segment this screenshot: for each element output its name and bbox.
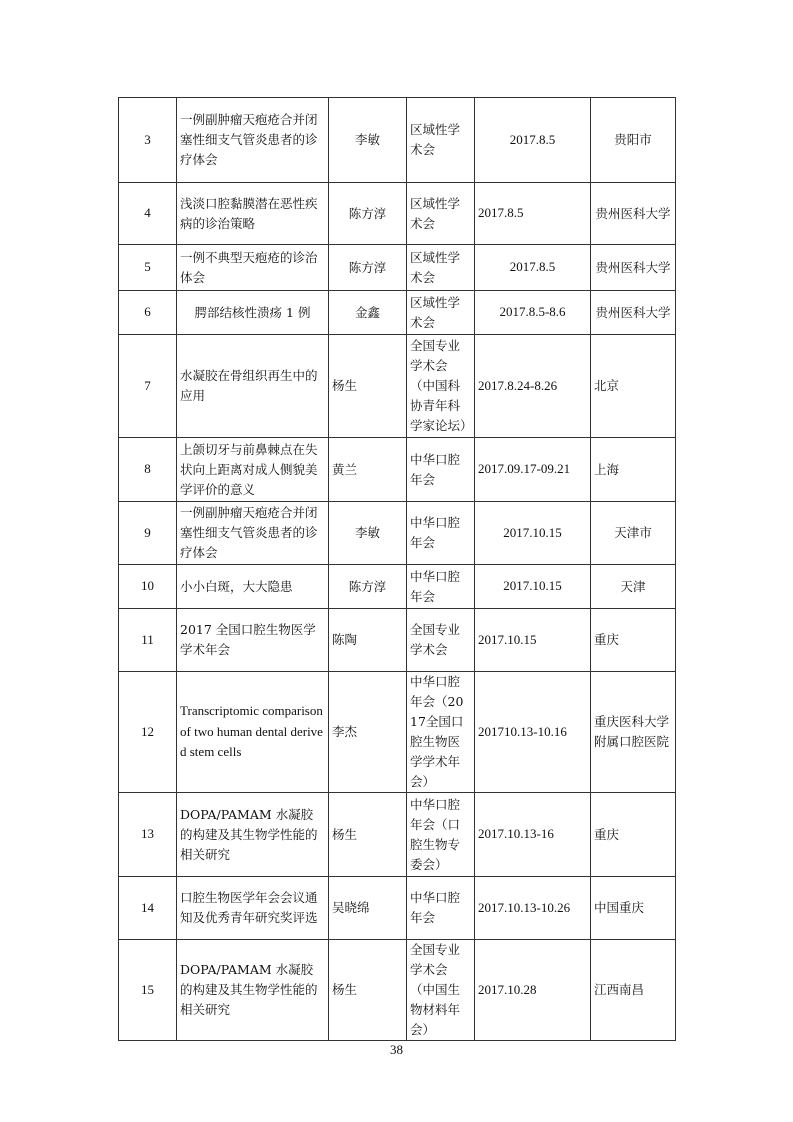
report-title: DOPA/PAMAM 水凝胶的构建及其生物学性能的相关研究: [177, 940, 329, 1041]
conference-place: 重庆医科大学附属口腔医院: [591, 672, 676, 793]
conference-type: 区域性学术会: [407, 245, 475, 291]
table-row: [119, 438, 676, 502]
table-row: [119, 793, 676, 877]
table-row: [119, 565, 676, 609]
row-number: 15: [119, 940, 177, 1041]
conference-place: 重庆: [591, 793, 676, 877]
reporter-name: 金鑫: [329, 291, 407, 335]
reporter-name: 陈陶: [329, 609, 407, 672]
conference-date: 2017.8.5: [475, 245, 591, 291]
conference-place: 中国重庆: [591, 877, 676, 940]
table-row: [119, 877, 676, 940]
row-number: 12: [119, 672, 177, 793]
row-number: 3: [119, 98, 177, 183]
conference-type: 区域性学术会: [407, 98, 475, 183]
conference-place: 江西南昌: [591, 940, 676, 1041]
row-number: 5: [119, 245, 177, 291]
report-title: 一例副肿瘤天疱疮合并闭塞性细支气管炎患者的诊疗体会: [177, 98, 329, 183]
table-row: [119, 183, 676, 245]
reporter-name: 陈方淳: [329, 245, 407, 291]
report-title: DOPA/PAMAM 水凝胶的构建及其生物学性能的相关研究: [177, 793, 329, 877]
conference-date: 2017.09.17-09.21: [475, 438, 591, 502]
conference-type: 中华口腔年会: [407, 502, 475, 565]
table-row: [119, 940, 676, 1041]
row-number: 11: [119, 609, 177, 672]
conference-type: 中华口腔年会（2017全国口腔生物医学学术年会）: [407, 672, 475, 793]
reporter-name: 吴晓绵: [329, 877, 407, 940]
table-row: [119, 609, 676, 672]
row-number: 8: [119, 438, 177, 502]
row-number: 7: [119, 335, 177, 438]
conference-type: 中华口腔年会（口腔生物专委会）: [407, 793, 475, 877]
reporter-name: 陈方淳: [329, 183, 407, 245]
conference-type: 区域性学术会: [407, 183, 475, 245]
conference-type: 区域性学术会: [407, 291, 475, 335]
conference-place: 重庆: [591, 609, 676, 672]
table-row: [119, 245, 676, 291]
row-number: 6: [119, 291, 177, 335]
report-title: 水凝胶在骨组织再生中的应用: [177, 335, 329, 438]
conference-date: 2017.8.24-8.26: [475, 335, 591, 438]
table-row: [119, 335, 676, 438]
reporter-name: 杨生: [329, 335, 407, 438]
conference-place: 上海: [591, 438, 676, 502]
conference-date: 2017.8.5-8.6: [475, 291, 591, 335]
conference-type: 中华口腔年会: [407, 877, 475, 940]
conference-place: 天津市: [591, 502, 676, 565]
conference-type: 全国专业学术会（中国科协青年科学家论坛）: [407, 335, 475, 438]
conference-date: 2017.8.5: [475, 183, 591, 245]
conference-table: [118, 97, 676, 1041]
conference-date: 2017.10.28: [475, 940, 591, 1041]
conference-type: 中华口腔年会: [407, 565, 475, 609]
conference-place: 贵州医科大学: [591, 291, 676, 335]
conference-date: 2017.10.15: [475, 502, 591, 565]
report-title: 腭部结核性溃疡 1 例: [177, 291, 329, 335]
report-title: 口腔生物医学年会会议通知及优秀青年研究奖评选: [177, 877, 329, 940]
conference-place: 北京: [591, 335, 676, 438]
reporter-name: 杨生: [329, 940, 407, 1041]
report-title: 上颌切牙与前鼻棘点在失状向上距离对成人侧貌美学评价的意义: [177, 438, 329, 502]
reporter-name: 李杰: [329, 672, 407, 793]
conference-place: 天津: [591, 565, 676, 609]
reporter-name: 黄兰: [329, 438, 407, 502]
report-title: 小小白斑，大大隐患: [177, 565, 329, 609]
row-number: 4: [119, 183, 177, 245]
table-row: [119, 502, 676, 565]
row-number: 14: [119, 877, 177, 940]
report-title: 2017 全国口腔生物医学学术年会: [177, 609, 329, 672]
reporter-name: 李敏: [329, 98, 407, 183]
conference-type: 全国专业学术会（中国生物材料年会）: [407, 940, 475, 1041]
report-title: 浅淡口腔黏膜潜在恶性疾病的诊治策略: [177, 183, 329, 245]
row-number: 13: [119, 793, 177, 877]
conference-date: 2017.10.13-16: [475, 793, 591, 877]
conference-type: 全国专业学术会: [407, 609, 475, 672]
table-row: [119, 672, 676, 793]
report-title: 一例副肿瘤天疱疮合并闭塞性细支气管炎患者的诊疗体会: [177, 502, 329, 565]
conference-date: 2017.10.15: [475, 565, 591, 609]
conference-date: 201710.13-10.16: [475, 672, 591, 793]
report-title: 一例不典型天疱疮的诊治体会: [177, 245, 329, 291]
conference-place: 贵州医科大学: [591, 245, 676, 291]
report-title: Transcriptomic comparison of two human dental derived stem cells: [177, 672, 329, 793]
page-number: 38: [390, 1042, 403, 1057]
row-number: 9: [119, 502, 177, 565]
conference-type: 中华口腔年会: [407, 438, 475, 502]
table-row: [119, 98, 676, 183]
reporter-name: 李敏: [329, 502, 407, 565]
conference-place: 贵阳市: [591, 98, 676, 183]
row-number: 10: [119, 565, 177, 609]
conference-date: 2017.10.15: [475, 609, 591, 672]
reporter-name: 杨生: [329, 793, 407, 877]
reporter-name: 陈方淳: [329, 565, 407, 609]
table-row: [119, 291, 676, 335]
conference-date: 2017.8.5: [475, 98, 591, 183]
conference-date: 2017.10.13-10.26: [475, 877, 591, 940]
conference-place: 贵州医科大学: [591, 183, 676, 245]
